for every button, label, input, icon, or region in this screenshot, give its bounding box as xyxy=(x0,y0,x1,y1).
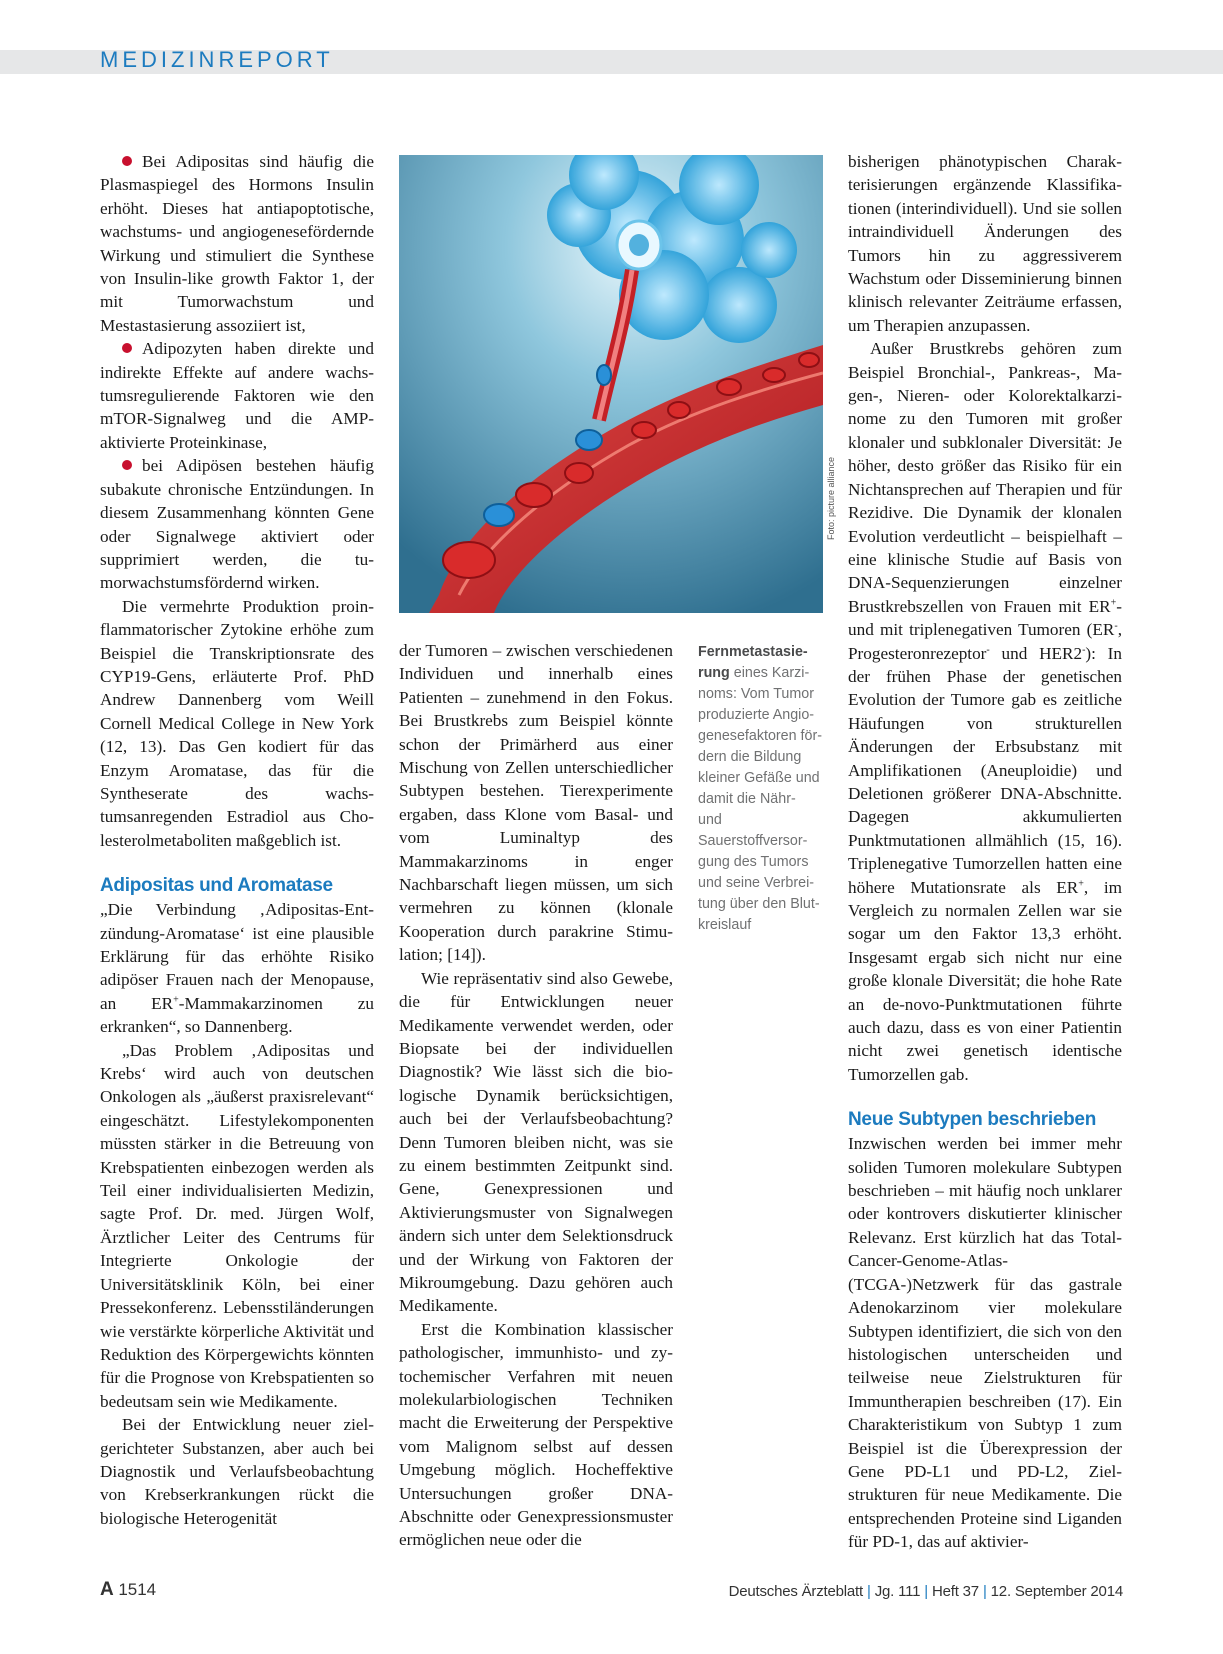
paragraph: „Das Problem ‚Adipositas und Krebs‘ wird auch von deutschen Onkologen als „äußerst praxisrelevant“ eingeschätzt. Lifestylekomponenten müssten stärker in die Betreuung von Krebspatienten einbezogen werden als Teil einer individualisierten Medizin, sagte Prof. Dr. med. Jürgen Wolf, Ärztlicher Leiter des Centrums für Integrierte Onkologie der Universitätsklinik Köln, bei einer Pressekonferenz. Lebensstiländerungen wie verstärkte körperliche Aktivität und Reduktion des Körpergewichts könnten für die Prognose von Krebspatienten so bedeutsam sein wie Medikamente. xyxy=(100,1040,374,1411)
paragraph: bisherigen phänotypischen Charakterisierungen ergänzende Klassifikationen (interindividuell). Und sie sollen intraindividuell Änderungen des Tumors hin zu aggressiverem Wachstum oder Disseminierung binnen klinisch relevanter Zeiträume erfassen, um Therapien anzupassen. xyxy=(848,152,1122,335)
paragraph: Inzwischen werden bei immer mehr soliden Tumoren molekulare Subtypen beschrieben – mit häufig noch unklarer oder kontrovers diskutierter klinischer Relevanz. Erst kürzlich hat das Total-Cancer-Genome-Atlas-(TCGA-)Netzwerk für das gastrale Adenokarzinom vier molekulare Subtypen identifiziert, die sich von den histologischen unterscheiden und teilweise neue Zielstrukturen für Immuntherapien beschreiben (17). Ein Charakteristikum von Subtyp 1 zum Beispiel ist die Überexpression der Gene PD-L1 und PD-L2, Zielstrukturen für neue Medikamente. Die entsprechenden Proteine sind Liganden für PD-1, das auf aktivier- xyxy=(848,1134,1122,1552)
column-1 xyxy=(100,150,374,1530)
paragraph: der Tumoren – zwischen verschiedenen Individuen und innerhalb eines Patienten – zunehmend in den Fokus. Bei Brustkrebs zum Beispiel könnte schon der Primärherd aus einer Mischung von Zellen unterschiedlicher Subtypen bestehen. Tierexperimente ergaben, dass Klone vom Basal- und vom Luminaltyp des Mammakarzinoms in enger Nachbarschaft liegen müssen, um sich vermehren zu können (klonale Kooperation durch parakrine Stimulation; [14]). xyxy=(399,641,673,965)
paragraph: Die vermehrte Produktion proinflammatorischer Zytokine erhöhe zum Beispiel die Transkriptionsrate des CYP19-Gens, erläuterte Prof. PhD Andrew Dannenberg vom Weill Cornell Medical College in New York (12, 13). Das Gen kodiert für das Enzym Aromatase, das für die Syntheserate des wachstumsanregenden Estradiol aus Cholesterolmetaboliten maßgeblich ist. xyxy=(100,596,374,850)
bullet-item: Adipozyten haben direkte und indirekte Effekte auf andere wachstumsregulierende Faktoren wie den mTOR-Signalweg und die AMP-aktivierte Proteinkinase, xyxy=(100,339,374,452)
paragraph: Erst die Kombination klassischer pathologischer, immunhisto- und zytochemischer Verfahren mit neuen molekularbiologischen Techniken macht die Erweiterung der Perspektive vom Malignom selbst auf dessen Umgebung möglich. Hocheffektive Untersuchungen großer DNA-Abschnitte oder Genexpressionsmuster ermöglichen neue oder die xyxy=(399,1319,673,1550)
paragraph: Wie repräsentativ sind also Gewebe, die für Entwicklungen neuer Medikamente verwendet werden, oder Biopsate bei der individuellen Diagnostik? Wie lässt sich die biologische Dynamik berücksichtigen, auch bei der Verlaufsbeobachtung? Denn Tumoren bleiben nicht, was sie zu einem bestimmten Zeitpunkt sind. Gene, Genexpressionen und Aktivierungsmuster von Signalwegen ändern sich unter dem Selektionsdruck und der Wirkung von Faktoren der Mikroumgebung. Dazu gehören auch Medikamente. xyxy=(399,968,673,1316)
paragraph: „Die Verbindung ‚Adipositas-Entzündung-Aromatase‘ ist eine plausible Erklärung für das erhöhte Risiko adipöser Frauen nach der Menopause, an ER+-Mammakarzinomen zu erkranken“, so Dannenberg. xyxy=(100,900,374,1037)
column-3 xyxy=(848,150,1122,1554)
journal-footer: Deutsches Ärzteblatt | Jg. 111 | Heft 37 | 12. September 2014 xyxy=(728,1583,1123,1600)
section-label: MEDIZINREPORT xyxy=(100,47,334,72)
bullet-dot-icon xyxy=(122,460,132,470)
bullet-item: Bei Adipositas sind häufig die Plasmaspiegel des Hormons Insulin erhöht. Dieses hat antiapoptotische, wachstums- und angiogenesefördernde Wirkung und stimuliert die Synthese von Insulin-like growth Faktor 1, der mit Tumorwachstum und Mestastasierung assoziiert ist, xyxy=(100,152,374,335)
subheading: Adipositas und Aromatase xyxy=(100,875,333,897)
bullet-dot-icon xyxy=(122,343,132,353)
paragraph: Außer Brustkrebs gehören zum Beispiel Bronchial-, Pankreas-, Magen-, Nieren- oder Kolorektalkarzinome zu den Tumoren mit großer klonaler und subklonaler Diversität: Je höher, desto größer das Risiko für ein Nichtansprechen auf Therapien und für Rezidive. Die Dynamik der klonalen Evolution verdeutlicht – beispielhaft – eine klinische Studie auf Basis von DNA-Sequenzierungen einzelner Brustkrebszellen von Frauen mit ER+- und mit triplenegativen Tumoren (ER-, Progesteronrezeptor- und HER2-): In der frühen Phase der genetischen Evolution der Tumore gab es zeitliche Häufungen von strukturellen Änderungen der Erbsubstanz mit Amplifikationen (Aneuploidie) und Deletionen größerer DNA-Abschnitte. Dagegen akkumulierten Punktmutationen allmählich (15, 16). Triplenegative Tumorzellen hatten eine höhere Mutationsrate als ER+, im Vergleich zu normalen Zellen war sie sogar um den Faktor 13,3 erhöht. Insgesamt ergab sich nicht nur eine große klonale Diversität; die hohe Rate an de-novo-Punktmutationen führte auch dazu, dass es von einer Patientin nicht zwei genetisch identische Tumorzellen gab. xyxy=(848,339,1122,1084)
bullet-dot-icon xyxy=(122,156,132,166)
column-2 xyxy=(399,639,673,1552)
page-number: A 1514 xyxy=(100,1579,157,1600)
bullet-item: bei Adipösen bestehen häufig subakute chronische Entzündungen. In diesem Zusammenhang könnten Gene oder Signalwege aktiviert oder supprimiert werden, die tumorwachstumsfördernd wirken. xyxy=(100,456,374,593)
paragraph: Bei der Entwicklung neuer zielgerichteter Substanzen, aber auch bei Diagnostik und Verlaufsbeobachtung von Krebserkrankungen rückt die biologische Heterogenität xyxy=(100,1415,374,1528)
metastasis-illustration xyxy=(399,155,823,613)
subheading: Neue Subtypen beschrieben xyxy=(848,1109,1097,1131)
figure-caption: Fernmetastasierung eines Karzinoms: Vom Tumor produzierte Angiogenesefaktoren fördern die Bildung kleiner Gefäße und damit die Nähr- und Sauerstoffversorgung des Tumors und seine Verbreitung über den Blutkreislauf xyxy=(698,644,822,933)
photo-credit: Foto: picture alliance xyxy=(826,456,836,540)
